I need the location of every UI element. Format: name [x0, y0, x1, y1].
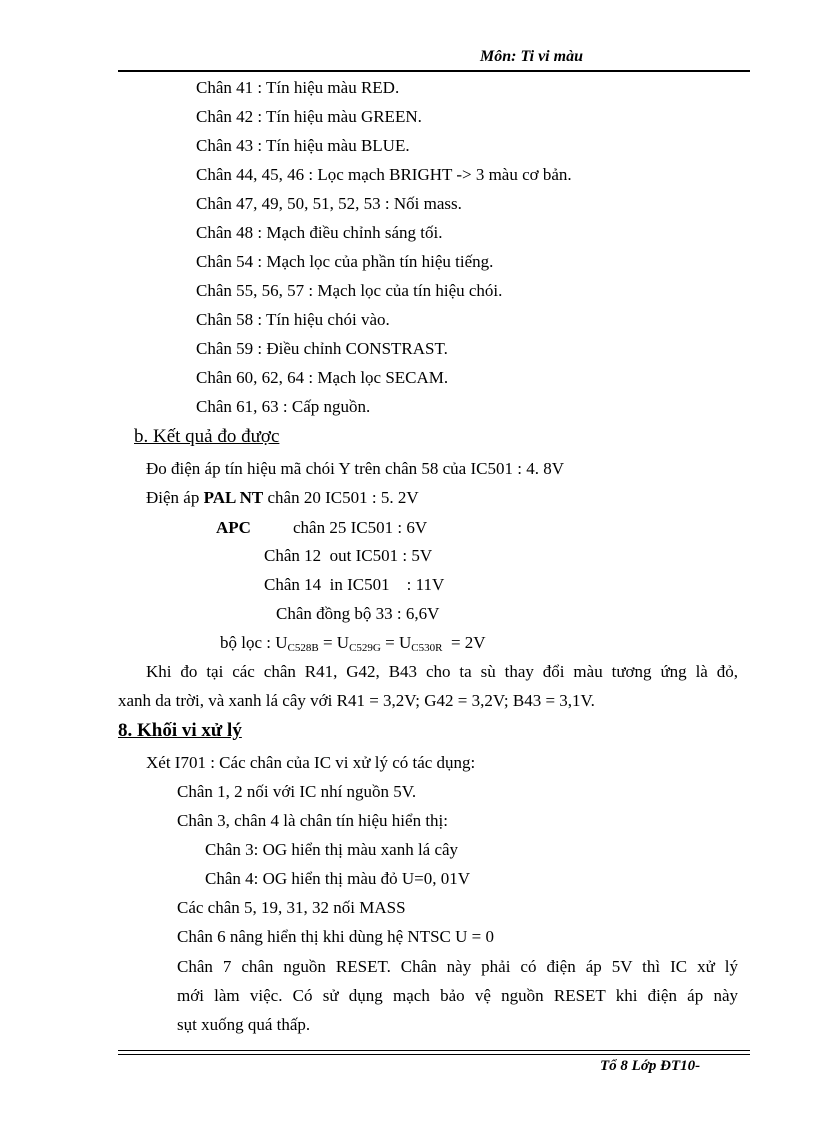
footer-text: Tổ 8 Lớp ĐT10-: [600, 1058, 701, 1074]
pin-line: Chân 61, 63 : Cấp nguồn.: [196, 397, 371, 416]
pin-line: Chân 55, 56, 57 : Mạch lọc của tín hiệu chói.: [196, 281, 503, 300]
measure-line: chân 25 IC501 : 6V: [293, 518, 428, 537]
header-title: Môn: Ti vi màu: [480, 48, 583, 65]
section-8-intro: Xét I701 : Các chân của IC vi xử lý có tác dụng:: [146, 753, 476, 772]
paragraph-line: mới làm việc. Có sử dụng mạch bảo vệ nguồn RESET khi điện áp này: [177, 986, 738, 1005]
pin-item: Chân 6 nâng hiển thị khi dùng hệ NTSC U = 0: [177, 927, 494, 946]
measure-line: Chân 14 in IC501 : 11V: [264, 575, 445, 594]
measure-line: Chân 12 out IC501 : 5V: [264, 546, 433, 565]
filter-formula: bộ lọc : $U_{C528B} = U_{C529G} = U_{C530R} = 2V$: [220, 633, 486, 654]
pin-line: Chân 41 : Tín hiệu màu RED.: [196, 78, 400, 97]
header-divider: [118, 70, 750, 72]
paragraph-line: xanh da trời, và xanh lá cây với R41 = 3,2V; G42 = 3,2V; B43 = 3,1V.: [118, 691, 595, 710]
paragraph-line: Chân 7 chân nguồn RESET. Chân này phải có điện áp 5V thì IC xử lý: [177, 957, 738, 976]
section-b-title: b. Kết quả đo được: [134, 426, 280, 447]
pin-item: Các chân 5, 19, 31, 32 nối MASS: [177, 898, 406, 917]
footer-divider: [118, 1054, 750, 1055]
pin-line: Chân 48 : Mạch điều chỉnh sáng tối.: [196, 223, 443, 242]
pin-item: Chân 1, 2 nối với IC nhí nguồn 5V.: [177, 782, 417, 801]
pin-line: Chân 60, 62, 64 : Mạch lọc SECAM.: [196, 368, 449, 387]
pin-line: Chân 59 : Điều chỉnh CONSTRAST.: [196, 339, 448, 358]
pin-line: Chân 54 : Mạch lọc của phần tín hiệu tiếng.: [196, 252, 494, 271]
section-8-title: 8. Khối vi xử lý: [118, 720, 242, 741]
measure-line: Điện áp PAL NT chân 20 IC501 : 5. 2V: [146, 488, 419, 507]
pin-item: Chân 3, chân 4 là chân tín hiệu hiển thị:: [177, 811, 448, 830]
pin-line: Chân 44, 45, 46 : Lọc mạch BRIGHT -> 3 màu cơ bản.: [196, 165, 572, 184]
paragraph-line: sụt xuống quá thấp.: [177, 1015, 311, 1034]
pin-line: Chân 43 : Tín hiệu màu BLUE.: [196, 136, 410, 155]
pin-line: Chân 42 : Tín hiệu màu GREEN.: [196, 107, 422, 126]
pin-sub-item: Chân 3: OG hiển thị màu xanh lá cây: [205, 840, 459, 859]
pin-line: Chân 58 : Tín hiệu chói vào.: [196, 310, 390, 329]
footer-divider: [118, 1050, 750, 1051]
apc-label: APC: [216, 518, 251, 537]
measure-line: Chân đồng bộ 33 : 6,6V: [276, 604, 440, 623]
measure-line: Đo điện áp tín hiệu mã chói Y trên chân 58 của IC501 : 4. 8V: [146, 459, 564, 478]
paragraph-line: Khi đo tại các chân R41, G42, B43 cho ta sù thay đổi màu tương ứng là đỏ,: [146, 662, 738, 681]
pin-sub-item: Chân 4: OG hiển thị màu đỏ U=0, 01V: [205, 869, 471, 888]
pin-line: Chân 47, 49, 50, 51, 52, 53 : Nối mass.: [196, 194, 462, 213]
